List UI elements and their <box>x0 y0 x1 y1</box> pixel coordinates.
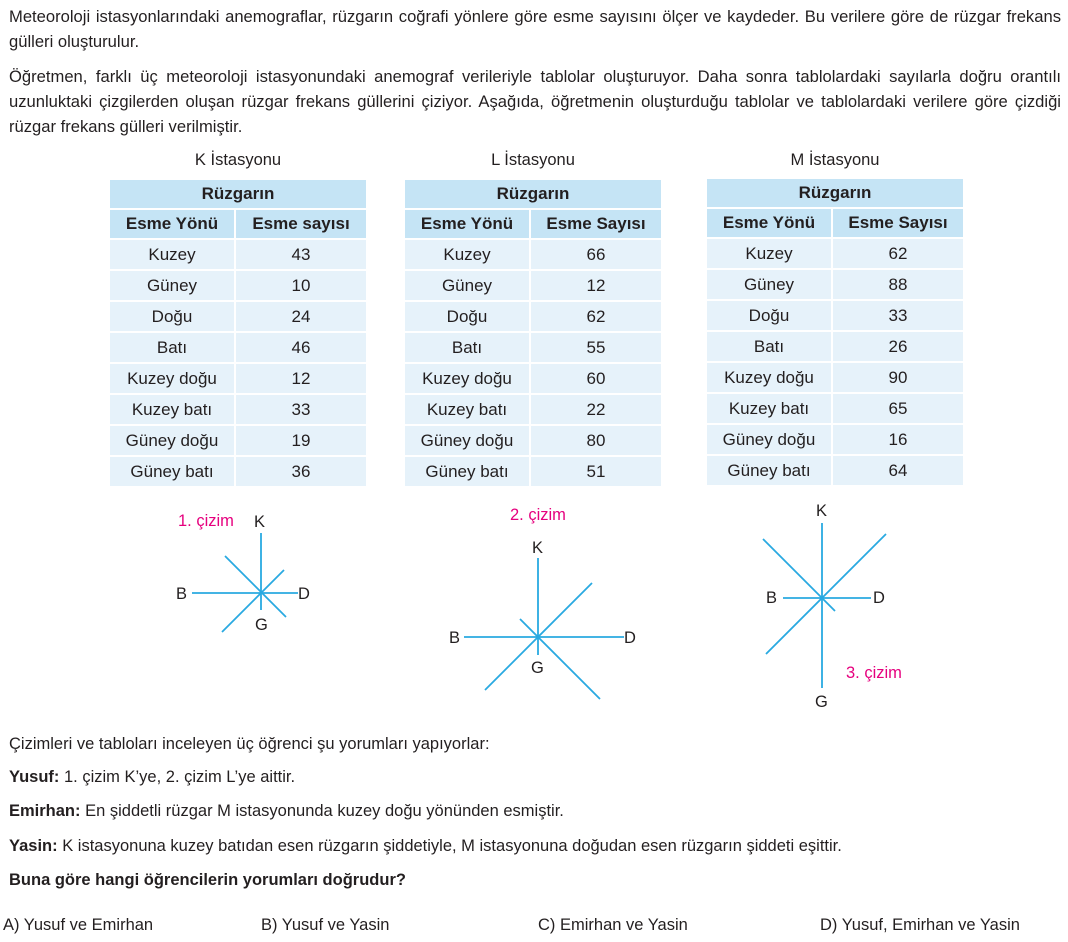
count-cell: 19 <box>236 426 366 455</box>
intro-paragraph-1: Meteoroloji istasyonlarındaki anemograflar, rüzgarın coğrafi yönlere göre esme sayısını ölçer ve kaydeder. Bu verilere göre de rüzgar frekans gülleri oluşturulur. <box>9 7 1061 51</box>
direction-cell: Batı <box>707 332 833 361</box>
direction-cell: Kuzey <box>110 240 236 269</box>
count-cell: 55 <box>531 333 661 362</box>
rose-line-nw-se <box>225 556 286 617</box>
direction-cell: Kuzey batı <box>110 395 236 424</box>
direction-cell: Güney batı <box>405 457 531 486</box>
label-north: K <box>816 502 828 520</box>
direction-cell: Güney <box>405 271 531 300</box>
count-cell: 62 <box>833 239 963 268</box>
drawing-3-label: 3. çizim <box>846 664 902 682</box>
direction-cell: Güney batı <box>707 456 833 485</box>
table-header: Rüzgarın <box>405 180 661 208</box>
count-cell: 24 <box>236 302 366 331</box>
rose-line-ne-sw <box>222 570 284 632</box>
wind-rose-1 <box>192 533 298 632</box>
label-east: D <box>873 589 885 607</box>
direction-cell: Güney doğu <box>707 425 833 454</box>
label-east: D <box>298 585 310 603</box>
student-comment-yasin <box>9 837 842 856</box>
count-cell: 33 <box>833 301 963 330</box>
direction-cell: Doğu <box>707 301 833 330</box>
label-west: B <box>449 629 461 647</box>
count-cell: 12 <box>531 271 661 300</box>
count-cell: 66 <box>531 240 661 269</box>
wind-rose-2 <box>464 558 624 699</box>
student-name: Emirhan: <box>9 802 81 820</box>
count-cell: 33 <box>236 395 366 424</box>
option-d[interactable]: D) Yusuf, Emirhan ve Yasin <box>820 916 1020 934</box>
direction-cell: Güney doğu <box>405 426 531 455</box>
question-prompt: Buna göre hangi öğrencilerin yorumları doğrudur? <box>9 871 406 889</box>
student-comment-yusuf <box>9 768 295 787</box>
count-cell: 46 <box>236 333 366 362</box>
count-cell: 88 <box>833 270 963 299</box>
option-a[interactable]: A) Yusuf ve Emirhan <box>3 916 154 934</box>
student-name: Yusuf: <box>9 768 60 786</box>
count-cell: 60 <box>531 364 661 393</box>
direction-cell: Kuzey <box>707 239 833 268</box>
count-cell: 62 <box>531 302 661 331</box>
direction-cell: Kuzey batı <box>405 395 531 424</box>
question-lead: Çizimleri ve tabloları inceleyen üç öğrenci şu yorumları yapıyorlar: <box>9 735 490 753</box>
direction-cell: Batı <box>110 333 236 362</box>
direction-cell: Doğu <box>110 302 236 331</box>
intro-paragraph-2: Öğretmen, farklı üç meteoroloji istasyonundaki anemograf verileriyle tablolar oluşturuyor. Daha sonra tablolardaki sayılarla doğru orantılı uzunluktaki çizgilerden oluşan rüzgar frekans güllerini çiziyor. Aşağıda, öğretmenin oluşturduğu tablolar ve tablolardaki verilere göre çizdiği rüzgar frekans gülleri verilmiştir. <box>9 67 1061 136</box>
student-comment-emirhan <box>9 802 564 821</box>
direction-cell: Kuzey doğu <box>707 363 833 392</box>
table-header: Rüzgarın <box>110 180 366 208</box>
label-south: G <box>815 693 828 711</box>
station-l-title: L İstasyonu <box>491 151 575 169</box>
label-north: K <box>254 513 266 531</box>
count-cell: 51 <box>531 457 661 486</box>
rose-line-ne-sw <box>766 534 886 654</box>
student-name: Yasin: <box>9 837 58 855</box>
comment-text: K istasyonuna kuzey batıdan esen rüzgarın şiddetiyle, M istasyonuna doğudan esen rüzgarın şiddeti eşittir. <box>57 837 842 855</box>
count-cell: 36 <box>236 457 366 486</box>
label-east: D <box>624 629 636 647</box>
direction-cell: Doğu <box>405 302 531 331</box>
direction-cell: Batı <box>405 333 531 362</box>
column-header-count: Esme Sayısı <box>531 210 661 238</box>
label-west: B <box>176 585 188 603</box>
direction-cell: Kuzey <box>405 240 531 269</box>
column-header-direction: Esme Yönü <box>405 210 531 238</box>
count-cell: 12 <box>236 364 366 393</box>
label-south: G <box>531 659 544 677</box>
label-south: G <box>255 616 268 634</box>
count-cell: 80 <box>531 426 661 455</box>
count-cell: 22 <box>531 395 661 424</box>
direction-cell: Güney doğu <box>110 426 236 455</box>
comment-text: 1. çizim K’ye, 2. çizim L’ye aittir. <box>59 768 296 786</box>
column-header-direction: Esme Yönü <box>707 209 833 237</box>
label-west: B <box>766 589 778 607</box>
count-cell: 16 <box>833 425 963 454</box>
table-header: Rüzgarın <box>707 179 963 207</box>
option-b[interactable]: B) Yusuf ve Yasin <box>261 916 390 934</box>
station-k-title: K İstasyonu <box>194 151 282 169</box>
direction-cell: Güney <box>707 270 833 299</box>
direction-cell: Güney <box>110 271 236 300</box>
count-cell: 10 <box>236 271 366 300</box>
count-cell: 65 <box>833 394 963 423</box>
drawing-1-label: 1. çizim <box>178 512 234 530</box>
direction-cell: Kuzey batı <box>707 394 833 423</box>
drawing-2-label: 2. çizim <box>510 506 566 524</box>
count-cell: 26 <box>833 332 963 361</box>
direction-cell: Kuzey doğu <box>110 364 236 393</box>
count-cell: 43 <box>236 240 366 269</box>
column-header-count: Esme sayısı <box>236 210 366 238</box>
count-cell: 64 <box>833 456 963 485</box>
option-c[interactable]: C) Emirhan ve Yasin <box>538 916 688 934</box>
label-north: K <box>532 539 544 557</box>
count-cell: 90 <box>833 363 963 392</box>
comment-text: En şiddetli rüzgar M istasyonunda kuzey doğu yönünden esmiştir. <box>80 802 564 820</box>
direction-cell: Güney batı <box>110 457 236 486</box>
column-header-direction: Esme Yönü <box>110 210 236 238</box>
direction-cell: Kuzey doğu <box>405 364 531 393</box>
column-header-count: Esme Sayısı <box>833 209 963 237</box>
station-m-title: M İstasyonu <box>790 151 880 169</box>
